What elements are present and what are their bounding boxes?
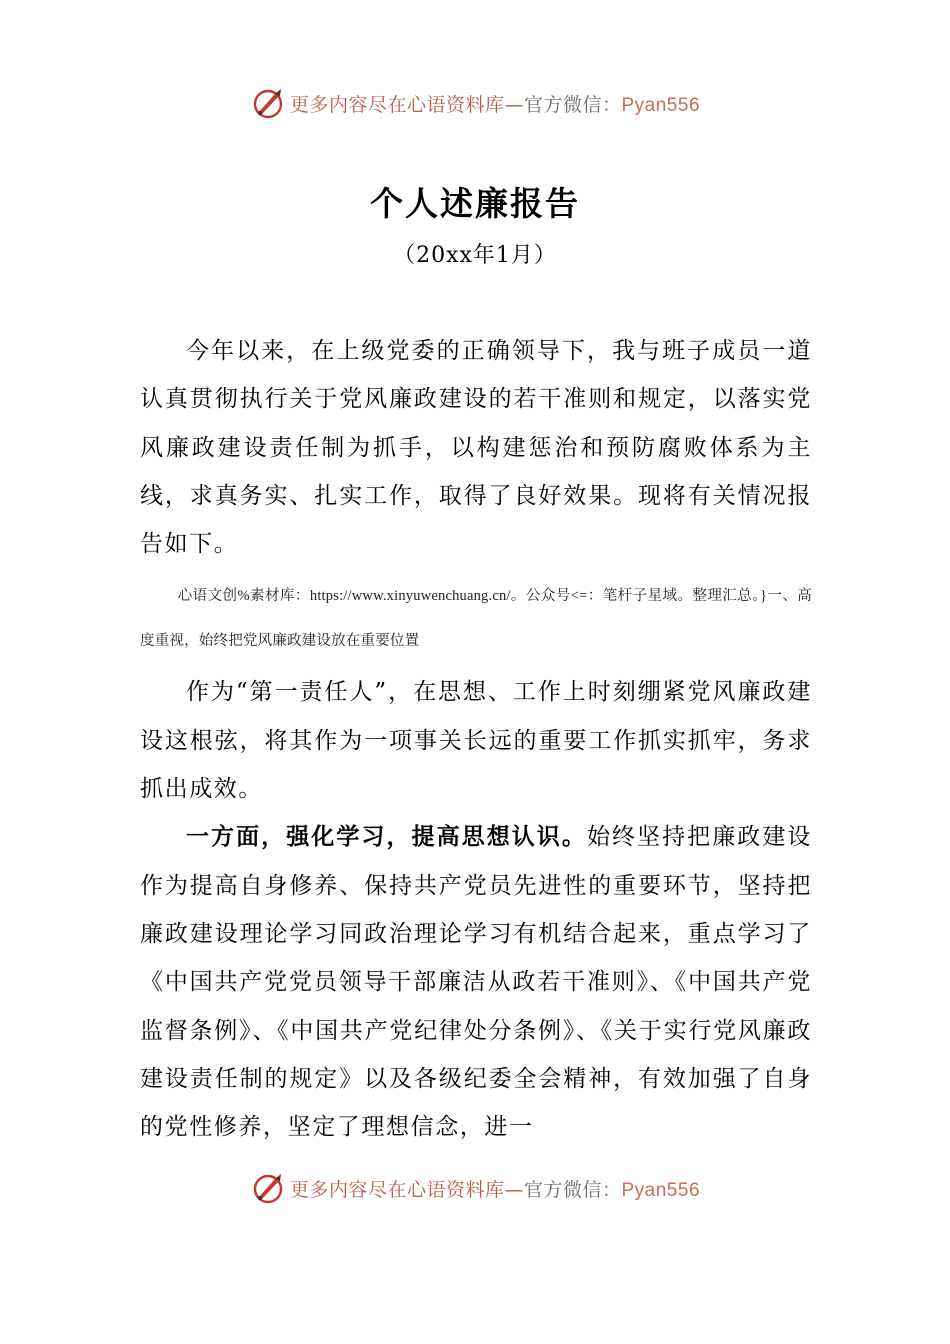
header-banner (0, 83, 950, 123)
paragraph-study (140, 813, 812, 1151)
source-note: 心语文创%素材库：https://www.xinyuwenchuang.cn/。公众号<=：笔杆子星域。整理汇总。}一、高度重视，始终把党风廉政建设放在重要位置 (140, 588, 812, 650)
banner-wechat-label: 官方微信： (523, 1178, 622, 1201)
footer-banner (0, 1168, 950, 1208)
document-subtitle: （20xx年1月） (393, 243, 557, 268)
banner-wechat-id: Pyan556 (621, 1179, 701, 1201)
paragraph-study-lead: 一方面，强化学习，提高思想认识。 (186, 823, 587, 851)
banner-separator: — (504, 1178, 524, 1201)
banner-wechat-id: Pyan556 (621, 94, 701, 116)
paragraph-responsibility: 作为“第一责任人”，在思想、工作上时刻绷紧党风廉政建设这根弦，将其作为一项事关长远的重要工作抓实抓牢，务求抓出成效。 (140, 679, 812, 803)
banner-main-text: 更多内容尽在心语资料库 (289, 1178, 505, 1201)
banner-main-text: 更多内容尽在心语资料库 (289, 93, 505, 116)
paragraph-intro: 今年以来，在上级党委的正确领导下，我与班子成员一道认真贯彻执行关于党风廉政建设的若干准则和规定，以落实党风廉政建设责任制为抓手，以构建惩治和预防腐败体系为主线，求真务实、扎实工作，取得了良好效果。现将有关情况报告如下。 (140, 338, 812, 558)
quill-logo-icon (250, 85, 286, 121)
quill-logo-icon (250, 1170, 286, 1206)
banner-separator: — (504, 93, 524, 116)
document-title: 个人述廉报告 (370, 184, 580, 223)
document-body (140, 327, 812, 1151)
paragraph-study-body: 始终坚持把廉政建设作为提高自身修养、保持共产党员先进性的重要环节，坚持把廉政建设理论学习同政治理论学习有机结合起来，重点学习了《中国共产党党员领导干部廉洁从政若干准则》、《中国共产党监督条例》、《中国共产党纪律处分条例》、《关于实行党风廉政建设责任制的规定》以及各级纪委全会精神，有效加强了自身的党性修养，坚定了理想信念，进一 (140, 824, 812, 1141)
banner-wechat-label: 官方微信： (523, 93, 622, 116)
